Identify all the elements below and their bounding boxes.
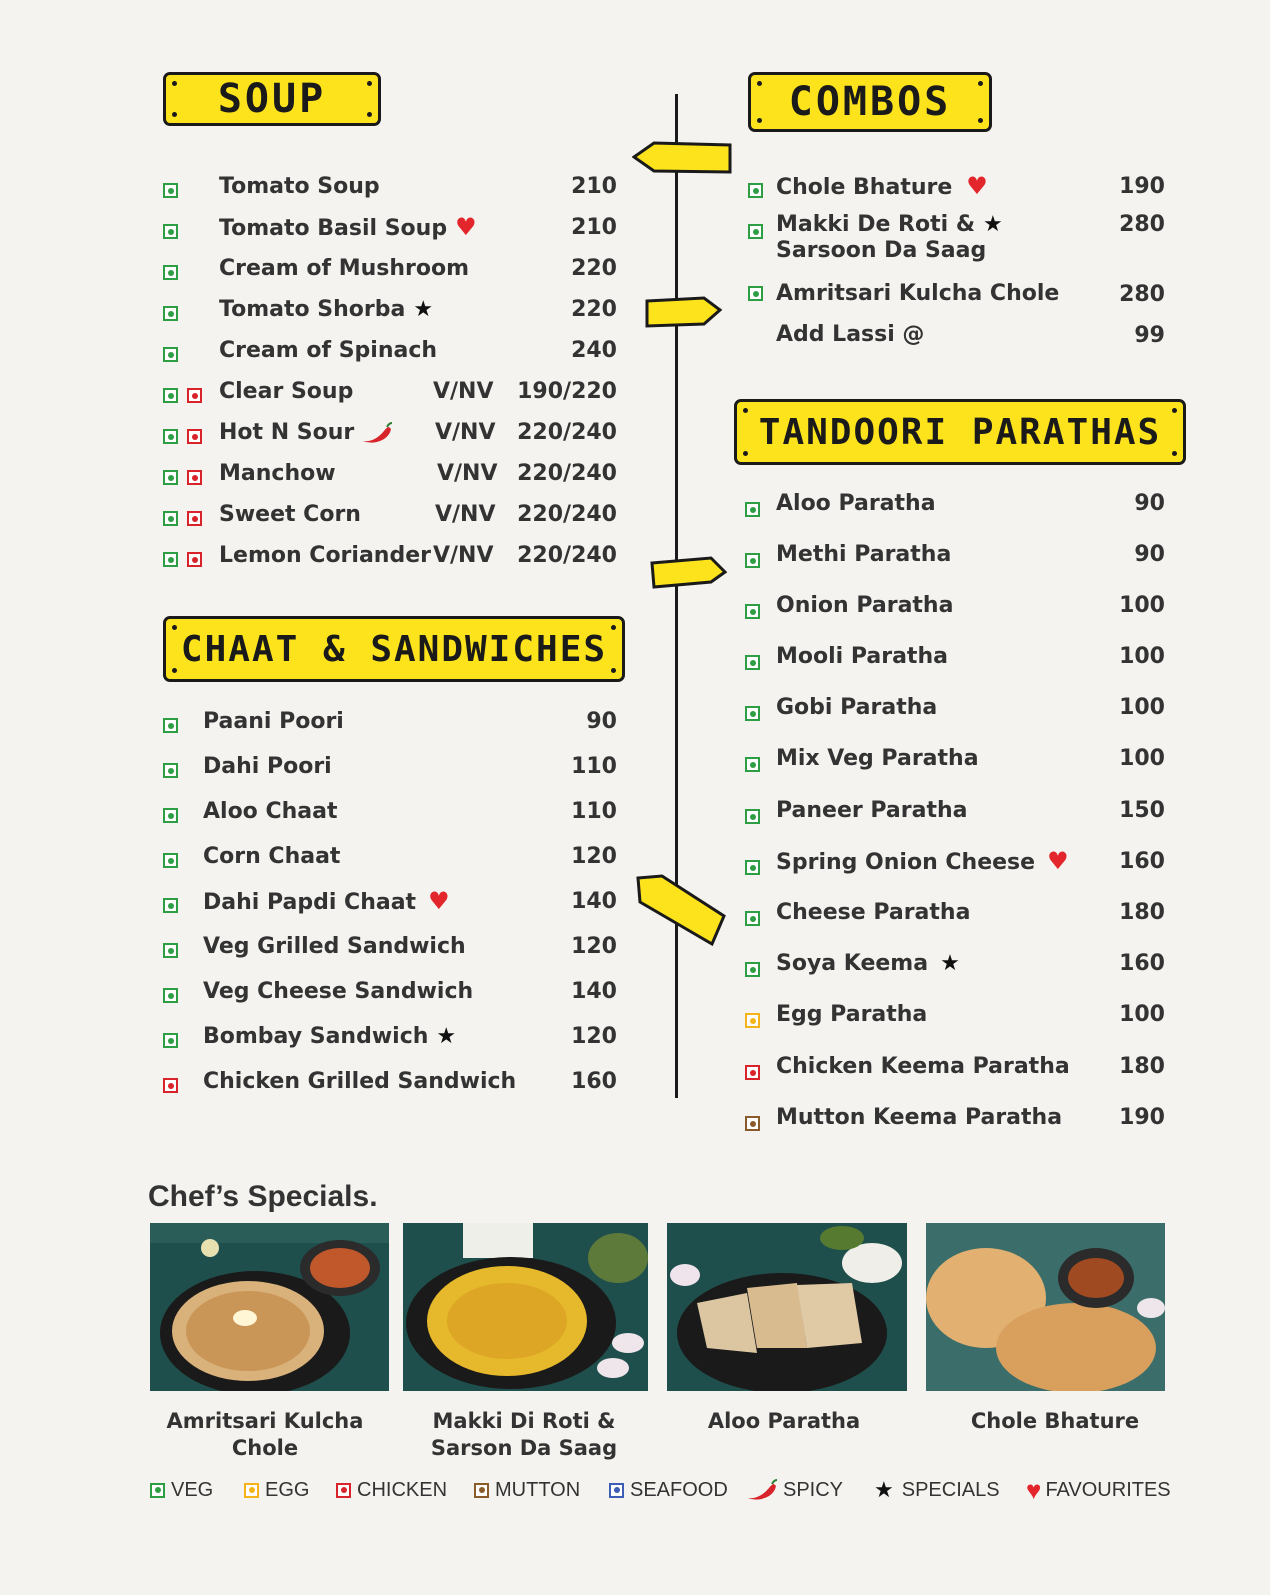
item-price: 150 <box>1119 797 1165 823</box>
item-price: 210 <box>571 214 617 240</box>
soup-title-text: SOUP <box>217 76 327 122</box>
item-price: 190/220 <box>517 378 617 404</box>
item-price: 110 <box>571 798 617 824</box>
item-name: Veg Grilled Sandwich <box>203 933 466 959</box>
item-name: Cheese Paratha <box>776 899 971 925</box>
menu-item <box>163 841 617 871</box>
item-name: Dahi Papdi Chaat <box>203 890 417 915</box>
menu-item <box>163 931 617 961</box>
item-name: Veg Cheese Sandwich <box>203 978 474 1004</box>
item-price: 100 <box>1119 745 1165 771</box>
item-name: Mix Veg Paratha <box>776 745 979 771</box>
menu-item <box>163 751 617 781</box>
item-price: 160 <box>571 1068 617 1094</box>
item-name: Manchow <box>219 460 336 486</box>
non-veg-icon <box>187 552 202 567</box>
item-price: 110 <box>571 753 617 779</box>
dish-caption-line1: Makki Di Roti & <box>432 1409 616 1433</box>
menu-item <box>163 417 617 447</box>
item-price: 99 <box>1134 323 1165 348</box>
dish-caption: Aloo Paratha <box>707 1409 861 1433</box>
section-title-chaat <box>163 616 625 682</box>
legend-label: SEAFOOD <box>630 1478 728 1501</box>
item-price: 220/240 <box>517 542 617 568</box>
item-name: Hot N Sour <box>219 419 355 445</box>
item-price: 220/240 <box>517 501 617 527</box>
legend-veg <box>150 1478 213 1502</box>
item-price: 210 <box>571 173 617 199</box>
item-price: 90 <box>586 708 617 734</box>
dish-photo-aloo-paratha <box>667 1223 907 1391</box>
veg-icon <box>748 286 763 301</box>
menu-item <box>163 253 617 283</box>
signpost-arrow-right-2 <box>649 555 729 589</box>
menu-item <box>745 539 1165 569</box>
legend-label: CHICKEN <box>357 1478 448 1501</box>
dish-caption-line2: Sarson Da Saag <box>430 1436 618 1460</box>
item-price: 90 <box>1134 490 1165 516</box>
veg-icon <box>163 265 178 280</box>
signpost-arrow-right <box>644 295 724 329</box>
item-name: Mutton Keema Paratha <box>776 1104 1063 1130</box>
menu-item <box>163 796 617 826</box>
item-price: 140 <box>571 978 617 1004</box>
legend-label: SPECIALS <box>901 1478 1000 1501</box>
veg-icon <box>745 502 760 517</box>
egg-icon <box>745 1013 760 1028</box>
veg-icon <box>745 809 760 824</box>
menu-item <box>745 641 1165 671</box>
menu-item <box>745 1051 1165 1081</box>
chicken-icon <box>336 1483 351 1498</box>
item-price: 160 <box>1119 950 1165 976</box>
legend-mutton <box>474 1478 580 1502</box>
legend-label: SPICY <box>783 1478 844 1501</box>
veg-icon <box>163 1033 178 1048</box>
item-name-line2: Sarsoon Da Saag <box>776 238 987 263</box>
heart-icon: ♥ <box>1026 1474 1042 1505</box>
menu-item <box>745 1102 1165 1132</box>
legend-label: EGG <box>265 1478 310 1501</box>
menu-item <box>163 212 617 242</box>
item-name: Methi Paratha <box>776 541 952 567</box>
egg-icon <box>244 1483 259 1498</box>
signpost-arrow-tilted <box>632 872 730 950</box>
item-price: 120 <box>571 1023 617 1049</box>
menu-item <box>745 999 1165 1029</box>
item-price: 100 <box>1119 592 1165 618</box>
veg-icon <box>150 1483 165 1498</box>
item-price: 220 <box>571 296 617 322</box>
chefs-specials-title: Chef’s Specials. <box>148 1180 378 1213</box>
menu-item <box>745 948 1165 978</box>
item-name: Add Lassi @ <box>776 321 925 347</box>
item-price: 190 <box>1119 173 1165 199</box>
item-name: Paani Poori <box>203 708 344 734</box>
veg-icon <box>163 306 178 321</box>
menu-item <box>163 335 617 365</box>
non-veg-icon <box>187 470 202 485</box>
item-vnv: V/NV <box>435 419 496 445</box>
star-icon: ★ <box>983 212 1003 237</box>
legend-label: VEG <box>171 1478 214 1501</box>
menu-item <box>163 294 617 324</box>
item-price: 100 <box>1119 643 1165 669</box>
heart-icon: ♥ <box>428 887 450 915</box>
item-name: Aloo Paratha <box>776 490 936 516</box>
star-icon: ★ <box>874 1477 894 1502</box>
dish-caption: Chole Bhature <box>970 1409 1140 1433</box>
legend-label: MUTTON <box>495 1478 581 1501</box>
veg-icon <box>163 183 178 198</box>
menu-item <box>745 897 1165 927</box>
menu-item <box>748 319 1165 349</box>
menu-item <box>163 499 617 529</box>
item-price: 140 <box>571 888 617 914</box>
item-price: 220/240 <box>517 460 617 486</box>
item-name: Dahi Poori <box>203 753 332 779</box>
item-name: Chicken Grilled Sandwich <box>203 1068 517 1094</box>
veg-icon <box>745 655 760 670</box>
veg-icon <box>163 808 178 823</box>
seafood-icon <box>609 1483 624 1498</box>
item-name: Sweet Corn <box>219 501 361 527</box>
chili-icon <box>745 1478 779 1502</box>
veg-icon <box>745 860 760 875</box>
item-name: Lemon Coriander <box>219 542 431 568</box>
veg-icon <box>163 853 178 868</box>
veg-icon <box>748 183 763 198</box>
menu-item <box>163 458 617 488</box>
item-name: Makki De Roti & <box>776 212 975 237</box>
item-price: 220/240 <box>517 419 617 445</box>
heart-icon: ♥ <box>455 213 477 241</box>
veg-icon <box>745 706 760 721</box>
item-price: 190 <box>1119 1104 1165 1130</box>
item-price: 120 <box>571 843 617 869</box>
heart-icon: ♥ <box>966 172 988 200</box>
item-price: 120 <box>571 933 617 959</box>
legend-chicken <box>336 1478 447 1502</box>
menu-item <box>745 488 1165 518</box>
menu-item <box>745 846 1165 876</box>
item-vnv: V/NV <box>437 460 498 486</box>
item-name: Tomato Basil Soup <box>219 216 448 241</box>
item-price: 280 <box>1119 212 1165 237</box>
section-title-soup <box>163 72 381 126</box>
item-name: Egg Paratha <box>776 1001 928 1027</box>
veg-icon <box>163 763 178 778</box>
menu-item <box>163 1021 617 1051</box>
veg-icon <box>745 757 760 772</box>
menu-item <box>748 278 1165 308</box>
non-veg-icon <box>187 429 202 444</box>
item-price: 160 <box>1119 848 1165 874</box>
chicken-icon <box>163 1078 178 1093</box>
item-name: Bombay Sandwich <box>203 1023 429 1049</box>
item-name: Soya Keema <box>776 950 929 976</box>
menu-item <box>163 171 617 201</box>
item-name: Corn Chaat <box>203 843 341 869</box>
dish-photo-kulcha <box>150 1223 389 1391</box>
menu-item <box>163 376 617 406</box>
item-vnv: V/NV <box>435 501 496 527</box>
item-name: Tomato Shorba <box>219 296 406 322</box>
item-name: Gobi Paratha <box>776 694 938 720</box>
veg-icon <box>163 511 178 526</box>
veg-icon <box>745 553 760 568</box>
item-price: 180 <box>1119 1053 1165 1079</box>
item-name: Tomato Soup <box>219 173 380 199</box>
dish-caption: Amritsari Kulcha Chole <box>166 1409 364 1460</box>
legend-favourites <box>1026 1474 1171 1505</box>
item-price: 100 <box>1119 694 1165 720</box>
veg-icon <box>163 224 178 239</box>
veg-icon <box>745 962 760 977</box>
veg-icon <box>748 224 763 239</box>
item-name: Onion Paratha <box>776 592 954 618</box>
chili-icon <box>360 421 394 445</box>
veg-icon <box>163 388 178 403</box>
mutton-icon <box>474 1483 489 1498</box>
combos-title-text: COMBOS <box>788 79 952 125</box>
section-title-parathas <box>734 399 1186 465</box>
chaat-title-text: CHAAT & SANDWICHES <box>180 628 608 670</box>
veg-icon <box>163 988 178 1003</box>
signpost-arrow-left <box>632 140 734 176</box>
dish-photo-makki <box>403 1223 648 1391</box>
parathas-title-text: TANDOORI PARATHAS <box>758 411 1162 453</box>
menu-item <box>748 171 1165 201</box>
star-icon: ★ <box>940 950 960 976</box>
item-name: Spring Onion Cheese <box>776 850 1036 875</box>
item-price: 180 <box>1119 899 1165 925</box>
veg-icon <box>163 347 178 362</box>
menu-item <box>163 540 617 570</box>
menu-item <box>163 886 617 916</box>
veg-icon <box>745 604 760 619</box>
veg-icon <box>163 552 178 567</box>
item-name: Chicken Keema Paratha <box>776 1053 1070 1079</box>
star-icon: ★ <box>436 1023 457 1049</box>
veg-icon <box>163 943 178 958</box>
menu-item <box>745 743 1165 773</box>
legend-egg <box>244 1478 309 1502</box>
item-vnv: V/NV <box>433 378 494 404</box>
veg-icon <box>163 429 178 444</box>
legend-spicy <box>745 1478 843 1502</box>
veg-icon <box>163 470 178 485</box>
item-name: Clear Soup <box>219 378 354 404</box>
menu-item <box>163 976 617 1006</box>
item-name: Paneer Paratha <box>776 797 968 823</box>
item-vnv: V/NV <box>433 542 494 568</box>
legend-seafood <box>609 1478 728 1502</box>
heart-icon: ♥ <box>1047 847 1069 875</box>
item-price: 90 <box>1134 541 1165 567</box>
menu-item <box>163 1066 617 1096</box>
legend-specials <box>874 1478 1000 1502</box>
star-icon: ★ <box>413 296 434 322</box>
item-price: 280 <box>1119 282 1165 307</box>
item-name: Cream of Spinach <box>219 337 438 363</box>
item-price: 100 <box>1119 1001 1165 1027</box>
non-veg-icon <box>187 511 202 526</box>
menu-item <box>745 692 1165 722</box>
item-name: Chole Bhature <box>776 175 953 200</box>
menu-item <box>748 212 1165 268</box>
veg-icon <box>163 898 178 913</box>
mutton-icon <box>745 1116 760 1131</box>
item-price: 240 <box>571 337 617 363</box>
menu-item <box>163 706 617 736</box>
dish-photo-chole-bhature <box>926 1223 1165 1391</box>
non-veg-icon <box>187 388 202 403</box>
item-name: Amritsari Kulcha Chole <box>776 280 1060 306</box>
item-name: Mooli Paratha <box>776 643 948 669</box>
section-title-combos <box>748 72 992 132</box>
dish-caption <box>404 1408 644 1462</box>
menu-item <box>745 795 1165 825</box>
chicken-icon <box>745 1065 760 1080</box>
legend-label: FAVOURITES <box>1045 1478 1171 1501</box>
item-name: Cream of Mushroom <box>219 255 470 281</box>
menu-item <box>745 590 1165 620</box>
veg-icon <box>745 911 760 926</box>
veg-icon <box>163 718 178 733</box>
item-name: Aloo Chaat <box>203 798 338 824</box>
item-price: 220 <box>571 255 617 281</box>
